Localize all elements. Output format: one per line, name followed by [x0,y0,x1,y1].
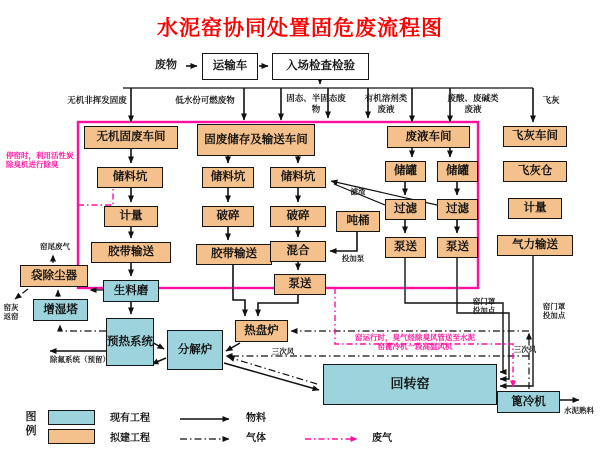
node-transport-truck: 运输车 [202,53,258,80]
node-bag-filter: 袋除尘器 [20,265,88,287]
waste-type-solid: 固态、半固态废物 [286,93,346,114]
node-entry-inspection: 入场检查检验 [272,53,369,80]
waste-type-combustible: 低水份可燃废物 [175,95,235,105]
node-inorganic-workshop: 无机固废车间 [84,126,178,149]
tertiary-air-left-label: 三次风 [271,347,295,356]
filter-residue-label: 滤渣 [350,187,366,196]
legend-waste-gas-label: 废气 [372,433,392,444]
node-humidifier-tower: 增湿塔 [33,299,88,321]
waste-input-label: 废物 [155,59,177,71]
dust-return-label: 窑灰返窑 [3,303,19,322]
node-liquid-workshop: 废液车间 [387,126,470,148]
node-storage-pit-b: 储料坑 [202,167,254,188]
node-flyash-silo: 飞灰仓 [503,161,567,182]
node-hot-disc-furnace: 热盘炉 [235,320,288,342]
note-kiln-running-deodorize: 窑运行时，臭气经除臭风管送至水泥窑篦冷机一段高温风机 [355,333,475,352]
node-metering-f: 计量 [508,198,562,219]
node-calciner: 分解炉 [167,330,223,370]
legend-proposed-label: 拟建工程 [110,433,150,444]
page-title: 水泥窑协同处置固危废流程图 [157,17,443,40]
node-preheater: 预热系统 [106,318,154,366]
node-belt-conveyor-a: 胶带输送 [91,242,171,263]
node-pump-c: 泵送 [274,274,326,295]
node-mixer: 混合 [270,241,326,262]
defluorination-label: 除氟系统（预留） [50,355,110,364]
legend-existing-label: 现有工程 [110,413,150,424]
node-rotary-kiln: 回转窑 [323,364,497,405]
node-solid-storage-workshop: 固废储存及输送车间 [197,124,315,156]
legend-title: 图例 [25,411,37,437]
node-pump-e: 泵送 [437,237,478,258]
note-kiln-stopped-deodorize: 停窑时，利用活性炭除臭机进行除臭 [6,151,74,170]
node-raw-mill: 生料磨 [103,280,159,302]
legend-material-label: 物料 [246,413,266,424]
waste-type-flyash: 飞灰 [542,95,560,105]
legend-swatch-proposed [48,429,95,444]
node-flyash-workshop: 飞灰车间 [503,126,567,147]
node-storage-pit-c: 储料坑 [270,167,326,188]
node-tank-d: 储罐 [385,161,426,182]
tertiary-air-right-label: 三次风 [513,345,537,354]
node-crusher-b: 破碎 [202,206,254,227]
waste-type-acid-alkali: 废酸、废碱类废液 [447,93,499,114]
node-grate-cooler: 篦冷机 [497,391,560,413]
kiln-door-dosing-point-2: 窑门罩投加点 [542,302,566,321]
kiln-door-dosing-point-1: 窑门罩投加点 [472,297,496,316]
node-belt-conveyor-b: 胶带输送 [196,244,272,265]
node-pneumatic-conveying: 气力输送 [497,235,573,256]
node-pump-d: 泵送 [385,237,426,258]
dosing-pump-label: 投加泵 [341,254,365,263]
node-crusher-c: 破碎 [270,206,326,227]
node-tote-barrel: 吨桶 [336,211,380,232]
node-metering-a: 计量 [104,206,158,227]
waste-type-organic: 有机溶剂类废液 [364,93,408,114]
legend-swatch-existing [48,410,95,425]
node-tank-e: 储罐 [437,161,478,182]
clinker-output-label: 水泥熟料 [564,406,594,415]
node-filter-d: 过滤 [385,199,426,220]
node-filter-e: 过滤 [437,199,478,220]
waste-type-inorganic: 无机非挥发固废 [67,95,127,105]
legend-gas-label: 气体 [246,433,266,444]
kiln-tail-gas-label: 窑尾废气 [40,242,70,251]
node-storage-pit-a: 储料坑 [97,167,163,188]
